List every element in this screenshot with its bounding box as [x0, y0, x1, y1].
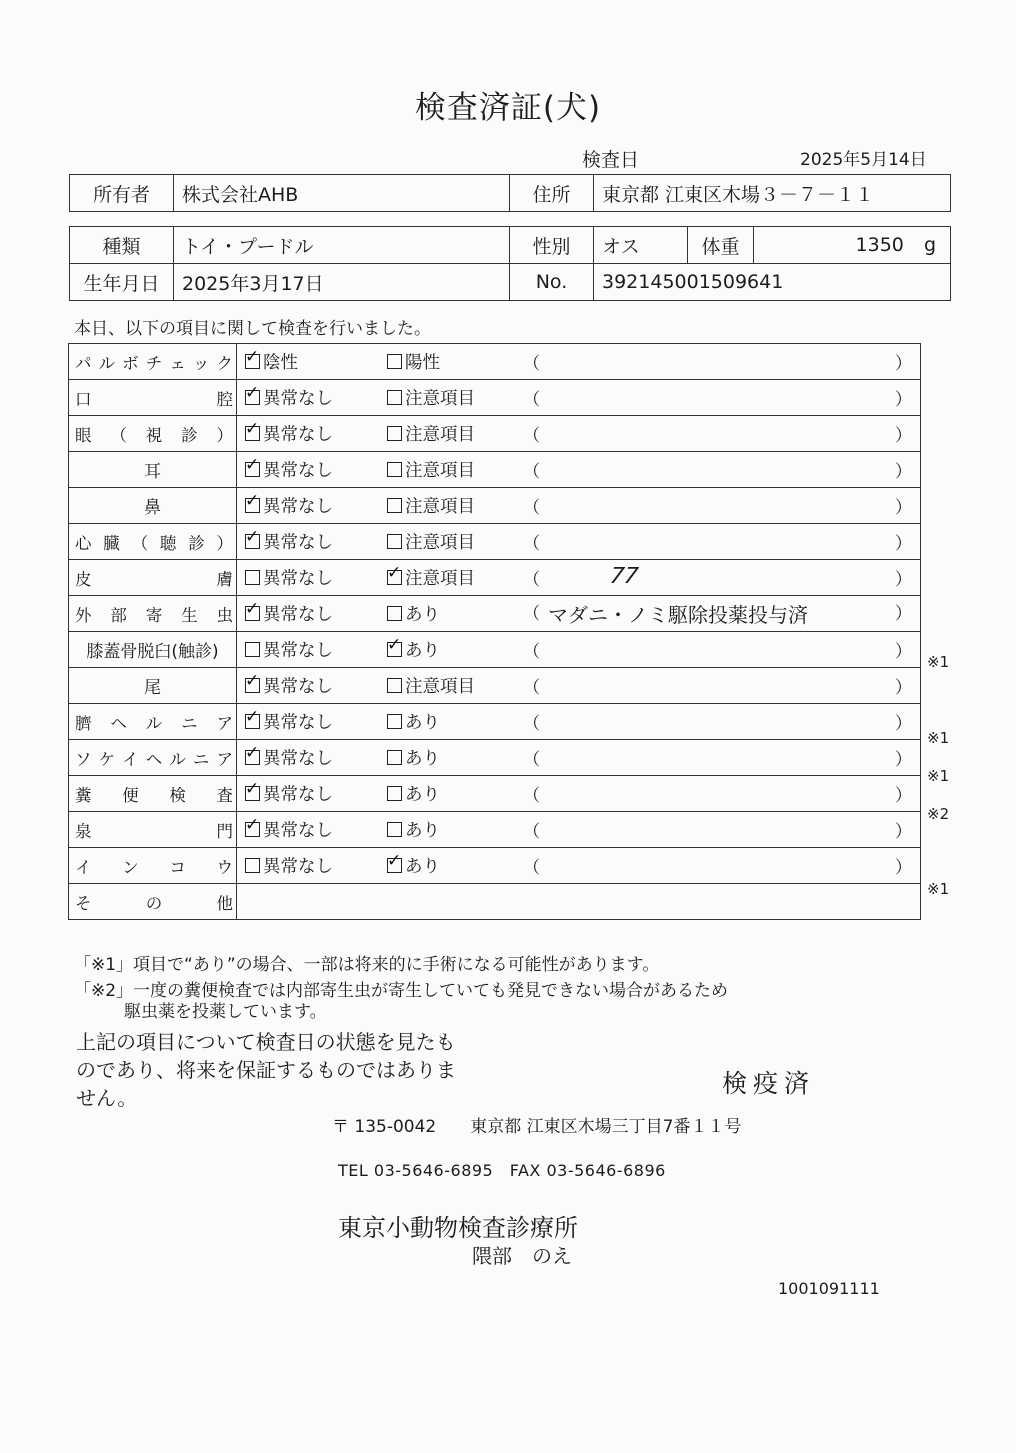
- check-item-label-text: [69, 566, 236, 590]
- option-flag: [379, 493, 523, 518]
- close-paren: ）: [895, 390, 912, 410]
- checks-table: [68, 343, 921, 920]
- option-normal: [237, 601, 379, 626]
- check-item-result: [237, 344, 921, 380]
- open-paren: （: [523, 750, 540, 770]
- remarks-field: [523, 853, 920, 878]
- remarks-field: [523, 817, 920, 842]
- option-label: 異常なし: [263, 641, 333, 661]
- option-label: 異常なし: [263, 821, 333, 841]
- address-value: 東京都 江東区木場３－７－１１: [594, 175, 951, 212]
- check-item-result: [237, 416, 921, 452]
- option-normal: [237, 493, 379, 518]
- option-flag: [379, 745, 523, 770]
- label-char: ヘ: [110, 713, 127, 733]
- label-char: 寄: [145, 605, 163, 625]
- footnote-mark: ※1: [927, 729, 950, 747]
- check-item-result: [237, 488, 921, 524]
- label-char: 門: [216, 821, 233, 841]
- close-paren: ）: [895, 678, 912, 698]
- check-item-result: [237, 560, 921, 596]
- label-char: 眼: [75, 425, 92, 445]
- close-paren: ）: [895, 822, 912, 842]
- checked-checkbox-icon[interactable]: [245, 354, 260, 369]
- label-char: （: [110, 425, 127, 445]
- label-char: の: [145, 893, 163, 913]
- checked-checkbox-icon[interactable]: [245, 462, 260, 477]
- close-paren: ）: [895, 714, 912, 734]
- open-paren: （: [523, 534, 540, 554]
- check-item-label: [69, 740, 237, 776]
- option-label: あり: [405, 821, 440, 841]
- option-flag: [379, 781, 523, 806]
- option-flag: [379, 529, 523, 554]
- label-char: ン: [122, 857, 139, 877]
- label-char: 便: [122, 785, 139, 805]
- check-item-label: [69, 560, 237, 596]
- option-flag: [379, 457, 523, 482]
- check-row: [69, 812, 921, 848]
- option-label: あり: [405, 641, 440, 661]
- label-char: 膝蓋骨脱臼(触診): [86, 642, 219, 662]
- check-row: [69, 380, 921, 416]
- open-paren: （: [523, 678, 540, 698]
- open-paren: （: [523, 498, 540, 518]
- option-label: 陽性: [405, 353, 440, 373]
- label-char: 他: [216, 893, 233, 913]
- option-label: 注意項目: [405, 533, 475, 553]
- check-item-label-text: [69, 854, 236, 878]
- check-item-label-text: [69, 530, 236, 554]
- check-item-label-text: [69, 710, 236, 734]
- remarks-field: [523, 529, 920, 554]
- check-row: [69, 776, 921, 812]
- option-label: 異常なし: [263, 461, 333, 481]
- check-item-label: [69, 488, 237, 524]
- option-label: 異常なし: [263, 677, 333, 697]
- document-number: 1001091111: [778, 1279, 880, 1298]
- option-label: 異常なし: [263, 785, 333, 805]
- label-char: コ: [169, 857, 186, 877]
- label-char: 視: [145, 425, 163, 445]
- check-row: [69, 488, 921, 524]
- breed-label: 種類: [70, 227, 174, 264]
- option-normal: [237, 637, 379, 662]
- label-char: 皮: [75, 569, 92, 589]
- empty-checkbox-icon[interactable]: [387, 390, 402, 405]
- option-label: 異常なし: [263, 713, 333, 733]
- option-normal: [237, 457, 379, 482]
- check-item-label: [69, 848, 237, 884]
- check-item-result: [237, 668, 921, 704]
- option-normal: [237, 529, 379, 554]
- page-title: 検査済証(犬): [414, 90, 602, 126]
- option-label: 注意項目: [405, 497, 475, 517]
- check-item-result: [237, 524, 921, 560]
- open-paren: （: [523, 786, 540, 806]
- close-paren: ）: [895, 604, 912, 624]
- label-char: 診: [188, 533, 205, 553]
- empty-checkbox-icon[interactable]: [387, 822, 402, 837]
- label-char: チ: [145, 353, 163, 373]
- check-item-result: [237, 632, 921, 668]
- checked-checkbox-icon[interactable]: [245, 750, 260, 765]
- footnote-mark: ※2: [927, 804, 950, 823]
- remarks-field: [523, 385, 920, 410]
- label-char: そ: [75, 893, 92, 913]
- empty-checkbox-icon[interactable]: [387, 498, 402, 513]
- check-item-result: [237, 848, 921, 884]
- check-item-label-text: [69, 818, 236, 842]
- label-char: ク: [216, 353, 233, 373]
- option-label: 異常なし: [263, 605, 333, 625]
- disclaimer: 上記の項目について検査日の状態を見たものであり、将来を保証するものではありません。: [76, 1030, 456, 1110]
- remarks-field: [523, 709, 920, 734]
- label-char: 虫: [216, 605, 233, 625]
- label-char: 心: [75, 533, 92, 553]
- birth-value: 2025年3月17日: [174, 264, 510, 301]
- check-item-result: [237, 704, 921, 740]
- label-char: 検: [169, 785, 186, 805]
- check-item-label: [69, 596, 237, 632]
- option-label: あり: [405, 785, 440, 805]
- check-row: [69, 524, 921, 560]
- option-label: 異常なし: [263, 569, 333, 589]
- option-label: 注意項目: [405, 569, 475, 589]
- checked-checkbox-icon[interactable]: [245, 498, 260, 513]
- footnote-mark: ※1: [927, 653, 950, 672]
- sex-label: 性別: [510, 227, 594, 264]
- label-char: 外: [75, 605, 92, 625]
- check-row: [69, 452, 921, 488]
- label-char: ル: [98, 353, 116, 373]
- label-char: ヘ: [145, 749, 163, 769]
- checked-checkbox-icon[interactable]: [245, 786, 260, 801]
- option-flag: [379, 637, 523, 662]
- label-char: ア: [216, 713, 233, 733]
- footnote-1: 「※1」項目で“あり”の場合、一部は将来的に手術になる可能性があります。: [74, 955, 660, 975]
- check-row: [69, 344, 921, 380]
- check-row: [69, 848, 921, 884]
- check-item-label-text: [69, 422, 236, 446]
- option-flag: [379, 565, 523, 590]
- close-paren: ）: [895, 750, 912, 770]
- option-flag: [379, 349, 523, 374]
- weight-unit: g: [923, 234, 936, 256]
- remarks-field: [523, 781, 920, 806]
- breed-value: トイ・プードル: [174, 227, 510, 264]
- label-char: ウ: [216, 857, 233, 877]
- remarks-field: [523, 457, 920, 482]
- label-char: 腔: [216, 389, 233, 409]
- option-flag: [379, 853, 523, 878]
- option-label: 注意項目: [405, 425, 475, 445]
- open-paren: （: [523, 390, 540, 410]
- close-paren: ）: [895, 786, 912, 806]
- remarks-field: [523, 349, 920, 374]
- check-item-result: [237, 452, 921, 488]
- check-item-label: [69, 344, 237, 380]
- remarks-field: [523, 565, 920, 590]
- option-flag: [379, 709, 523, 734]
- check-item-label-text: [69, 386, 236, 410]
- close-paren: ）: [895, 354, 912, 374]
- check-row-other: [69, 884, 921, 920]
- check-row: [69, 740, 921, 776]
- open-paren: （: [523, 426, 540, 446]
- clinic-tel: TEL 03-5646-6895 FAX 03-5646-6896: [338, 1161, 666, 1180]
- option-label: 異常なし: [263, 857, 333, 877]
- check-item-label-text: [69, 746, 236, 770]
- close-paren: ）: [895, 858, 912, 878]
- label-char: ケ: [98, 749, 116, 769]
- option-label: あり: [405, 749, 440, 769]
- option-label: 異常なし: [263, 497, 333, 517]
- close-paren: ）: [895, 570, 912, 590]
- check-item-result: [237, 380, 921, 416]
- label-char: ニ: [192, 749, 210, 769]
- checked-checkbox-icon[interactable]: [245, 606, 260, 621]
- checked-checkbox-icon[interactable]: [245, 534, 260, 549]
- check-item-result: [237, 740, 921, 776]
- close-paren: ）: [895, 642, 912, 662]
- open-paren: （: [523, 858, 540, 878]
- option-normal: [237, 781, 379, 806]
- check-item-label: [69, 452, 237, 488]
- close-paren: ）: [895, 462, 912, 482]
- label-char: 臍: [75, 713, 92, 733]
- check-item-result: [237, 812, 921, 848]
- label-char: ニ: [181, 713, 198, 733]
- remarks-field: [523, 493, 920, 518]
- check-item-result: [237, 776, 921, 812]
- label-char: ソ: [75, 749, 92, 769]
- label-char: ル: [145, 713, 163, 733]
- weight-label: 体重: [688, 227, 754, 264]
- checked-checkbox-icon[interactable]: [245, 822, 260, 837]
- check-row: [69, 596, 921, 632]
- open-paren: （: [523, 642, 540, 662]
- remarks-text: マダニ・ノミ駆除投薬投与済: [548, 603, 808, 627]
- vet-name: 隈部 のえ: [472, 1244, 572, 1268]
- checked-checkbox-icon[interactable]: [245, 426, 260, 441]
- option-label: あり: [405, 713, 440, 733]
- empty-checkbox-icon[interactable]: [387, 750, 402, 765]
- remarks-field: [523, 421, 920, 446]
- check-item-label: [69, 776, 237, 812]
- check-item-label: [69, 704, 237, 740]
- remarks-field: [523, 599, 920, 628]
- remarks-field: [523, 673, 920, 698]
- label-char: ）: [216, 425, 233, 445]
- check-item-label: [69, 812, 237, 848]
- no-label: No.: [510, 264, 594, 301]
- option-label: 異常なし: [263, 389, 333, 409]
- label-char: 尾: [144, 678, 161, 698]
- check-row: [69, 668, 921, 704]
- label-char: 泉: [75, 821, 92, 841]
- close-paren: ）: [895, 498, 912, 518]
- label-char: イ: [75, 857, 92, 877]
- open-paren: （: [523, 462, 540, 482]
- label-char: 糞: [75, 785, 92, 805]
- checked-checkbox-icon[interactable]: [245, 390, 260, 405]
- label-char: 鼻: [144, 498, 161, 518]
- label-char: 聴: [159, 533, 177, 553]
- no-value: 392145001509641: [594, 264, 951, 301]
- option-label: あり: [405, 857, 440, 877]
- check-row: [69, 416, 921, 452]
- check-item-label: [69, 632, 237, 668]
- close-paren: ）: [895, 534, 912, 554]
- label-char: イ: [122, 749, 139, 769]
- label-char: 膚: [216, 569, 233, 589]
- empty-checkbox-icon[interactable]: [387, 606, 402, 621]
- checked-checkbox-icon[interactable]: [387, 858, 402, 873]
- other-value: [237, 884, 921, 920]
- other-label: [69, 884, 237, 920]
- option-label: あり: [405, 605, 440, 625]
- label-char: 臓: [103, 533, 120, 553]
- remarks-field: [523, 637, 920, 662]
- sex-value: オス: [594, 227, 688, 264]
- exam-date-label: 検査日: [582, 149, 640, 171]
- checked-checkbox-icon[interactable]: [245, 678, 260, 693]
- remarks-field: [523, 745, 920, 770]
- label-char: ェ: [169, 353, 186, 373]
- check-item-label-text: [69, 637, 236, 662]
- open-paren: （: [523, 714, 540, 734]
- check-item-result: [237, 596, 921, 632]
- label-char: ッ: [192, 353, 210, 373]
- birth-label: 生年月日: [70, 264, 174, 301]
- label-char: 部: [110, 605, 127, 625]
- empty-checkbox-icon[interactable]: [387, 534, 402, 549]
- label-char: ）: [216, 533, 233, 553]
- label-char: （: [131, 533, 149, 553]
- option-normal: [237, 709, 379, 734]
- dog-info-table: [69, 226, 951, 301]
- option-label: 異常なし: [263, 425, 333, 445]
- empty-checkbox-icon[interactable]: [387, 714, 402, 729]
- label-char: ア: [216, 749, 233, 769]
- option-normal: [237, 673, 379, 698]
- handwritten-note: 77: [608, 564, 640, 589]
- checked-checkbox-icon[interactable]: [387, 570, 402, 585]
- footnote-mark: ※1: [927, 766, 950, 785]
- check-item-label-text: [69, 673, 236, 698]
- open-paren: （: [523, 354, 540, 374]
- check-item-label: [69, 524, 237, 560]
- label-char: 耳: [144, 462, 161, 482]
- weight-value: 1350: [855, 234, 904, 256]
- label-char: パ: [75, 353, 92, 373]
- check-row: [69, 560, 921, 596]
- option-flag: [379, 673, 523, 698]
- footnote-2-line1: 「※2」一度の糞便検査では内部寄生虫が寄生していても発見できない場合があるため: [74, 981, 729, 1001]
- option-label: 注意項目: [405, 461, 475, 481]
- footnote-2-line2: 駆虫薬を投薬しています。: [124, 1002, 327, 1022]
- footnote-mark: ※1: [927, 880, 950, 899]
- empty-checkbox-icon[interactable]: [245, 642, 260, 657]
- close-paren: ）: [895, 426, 912, 446]
- empty-checkbox-icon[interactable]: [387, 462, 402, 477]
- check-item-label-text: [69, 602, 236, 626]
- label-char: ボ: [122, 353, 139, 373]
- option-normal: [237, 349, 379, 374]
- option-label: 異常なし: [263, 749, 333, 769]
- option-normal: [237, 817, 379, 842]
- check-row: [69, 632, 921, 668]
- check-item-label-text: [69, 493, 236, 518]
- clinic-name: 東京小動物検査診療所: [338, 1214, 578, 1242]
- checked-checkbox-icon[interactable]: [245, 714, 260, 729]
- check-item-label: [69, 668, 237, 704]
- option-flag: [379, 601, 523, 626]
- option-flag: [379, 817, 523, 842]
- option-flag: [379, 421, 523, 446]
- check-item-label-text: [69, 457, 236, 482]
- label-char: 口: [75, 389, 92, 409]
- empty-checkbox-icon[interactable]: [387, 678, 402, 693]
- empty-checkbox-icon[interactable]: [387, 354, 402, 369]
- option-normal: [237, 853, 379, 878]
- empty-checkbox-icon[interactable]: [245, 570, 260, 585]
- option-normal: [237, 421, 379, 446]
- label-char: 査: [216, 785, 233, 805]
- option-normal: [237, 385, 379, 410]
- label-char: 診: [181, 425, 198, 445]
- open-paren: （: [523, 570, 540, 590]
- empty-checkbox-icon[interactable]: [387, 786, 402, 801]
- open-paren: （: [523, 604, 540, 624]
- quarantine-stamp: 検疫済: [722, 1069, 816, 1098]
- clinic-address: 〒 135-0042 東京都 江東区木場三丁目7番１１号: [332, 1117, 742, 1137]
- option-label: 注意項目: [405, 677, 475, 697]
- check-item-label-text: [69, 350, 236, 374]
- label-char: 生: [181, 605, 198, 625]
- label-char: ル: [169, 749, 186, 769]
- option-flag: [379, 385, 523, 410]
- option-normal: [237, 565, 379, 590]
- exam-date: 2025年5月14日: [800, 150, 927, 170]
- open-paren: （: [523, 822, 540, 842]
- weight-cell: [754, 227, 951, 264]
- empty-checkbox-icon[interactable]: [245, 858, 260, 873]
- option-label: 陰性: [263, 353, 298, 373]
- option-label: 異常なし: [263, 533, 333, 553]
- empty-checkbox-icon[interactable]: [387, 426, 402, 441]
- check-row: [69, 704, 921, 740]
- address-label: 住所: [510, 175, 594, 212]
- check-item-label: [69, 380, 237, 416]
- check-item-label-text: [69, 782, 236, 806]
- owner-value: 株式会社AHB: [174, 175, 510, 212]
- option-normal: [237, 745, 379, 770]
- option-label: 注意項目: [405, 389, 475, 409]
- owner-label: 所有者: [70, 175, 174, 212]
- owner-table: [69, 174, 951, 212]
- checked-checkbox-icon[interactable]: [387, 642, 402, 657]
- check-item-label: [69, 416, 237, 452]
- intro-text: 本日、以下の項目に関して検査を行いました。: [74, 319, 431, 339]
